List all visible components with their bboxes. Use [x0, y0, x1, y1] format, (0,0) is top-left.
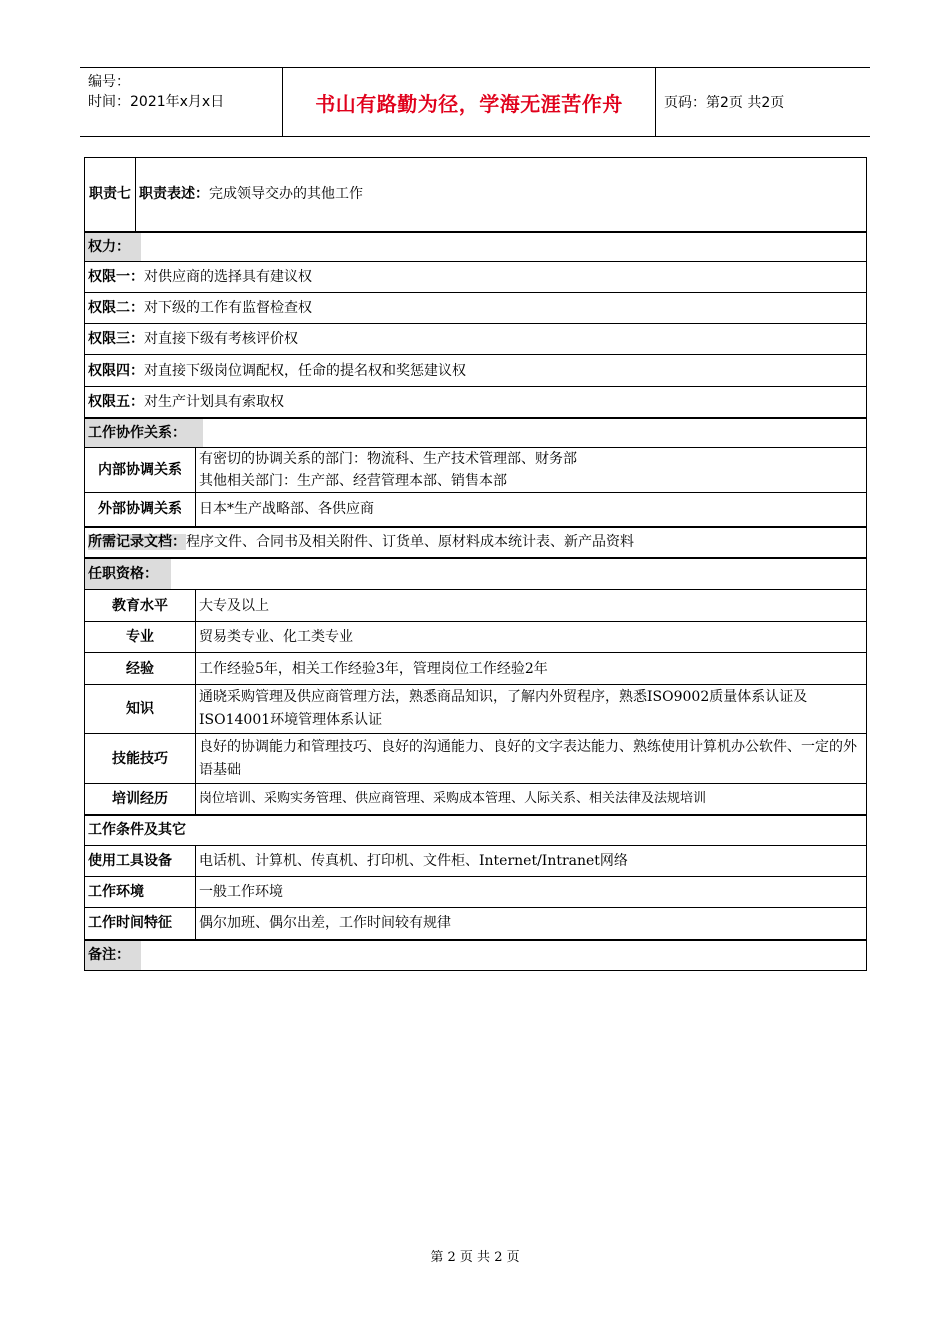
authority-cell: [85, 355, 867, 387]
authority-title: 权力：: [85, 232, 867, 262]
conditions-text: 一般工作环境: [196, 877, 867, 908]
qualification-row: [85, 622, 867, 653]
internal-coop-line: 有密切的协调关系的部门：物流科、生产技术管理部、财务部: [199, 451, 577, 467]
external-coop-row: [85, 493, 867, 527]
qualification-text: 贸易类专业、化工类专业: [196, 622, 867, 653]
qualification-title-row: [85, 558, 867, 590]
qualification-row: [85, 653, 867, 685]
conditions-text: 偶尔加班、偶尔出差，工作时间较有规律: [196, 908, 867, 940]
date-label: 时间：2021年x月x日: [88, 94, 225, 110]
conditions-label: 工作环境: [85, 877, 196, 908]
authority-text: 对下级的工作有监督检查权: [144, 300, 312, 316]
remarks-row: [85, 940, 867, 971]
authority-cell: [85, 293, 867, 324]
authority-cell: [85, 324, 867, 355]
authority-text: 对供应商的选择具有建议权: [144, 269, 312, 285]
number-label: 编号：: [88, 74, 130, 90]
records-cell: [85, 527, 867, 558]
qualification-row: [85, 784, 867, 815]
duty7-desc: 完成领导交办的其他工作: [209, 186, 363, 203]
authority-label: 权限五：: [88, 393, 144, 410]
authority-text: 对直接下级岗位调配权，任命的提名权和奖惩建议权: [144, 362, 466, 379]
qualification-label: 专业: [85, 622, 196, 653]
qualification-text: 大专及以上: [196, 590, 867, 622]
records-label: 所需记录文档：: [88, 534, 186, 550]
conditions-row: [85, 908, 867, 940]
records-text: 程序文件、合同书及相关附件、订货单、原材料成本统计表、新产品资料: [186, 534, 634, 550]
authority-title-row: [85, 232, 867, 262]
external-coop-text: 日本*生产战略部、各供应商: [196, 493, 867, 527]
qualification-label: 经验: [85, 653, 196, 685]
cooperation-title-row: [85, 418, 867, 448]
internal-coop-label: 内部协调关系: [85, 448, 196, 493]
qualification-label: 培训经历: [85, 784, 196, 815]
authority-row: [85, 262, 867, 293]
qualification-label: 教育水平: [85, 590, 196, 622]
internal-coop-line: 其他相关部门：生产部、经营管理本部、销售本部: [199, 473, 507, 489]
authority-label: 权限一：: [88, 269, 144, 285]
qualification-text: 通晓采购管理及供应商管理方法，熟悉商品知识，了解内外贸程序，熟悉ISO9002质量体系认证及ISO14001环境管理体系认证: [196, 685, 867, 734]
duty7-label: 职责七: [85, 158, 136, 232]
cooperation-title: 工作协作关系：: [85, 418, 867, 448]
internal-coop-cell: [196, 448, 867, 493]
remarks-label: 备注：: [85, 940, 867, 971]
authority-text: 对生产计划具有索取权: [144, 393, 284, 410]
conditions-text: 电话机、计算机、传真机、打印机、文件柜、Internet/Intranet网络: [196, 846, 867, 877]
qualification-label: 知识: [85, 685, 196, 734]
conditions-title: 工作条件及其它: [85, 815, 867, 846]
qualification-row: [85, 734, 867, 784]
authority-label: 权限四：: [88, 362, 144, 379]
header-left: [80, 68, 283, 136]
qualification-text: 良好的协调能力和管理技巧、良好的沟通能力、良好的文字表达能力、熟练使用计算机办公软件、一定的外语基础: [196, 734, 867, 784]
duty7-desc-cell: [136, 158, 867, 232]
authority-text: 对直接下级有考核评价权: [144, 331, 298, 347]
qualification-row: [85, 685, 867, 734]
job-description-table: [84, 157, 867, 971]
authority-row: [85, 293, 867, 324]
qualification-text: 工作经验5年，相关工作经验3年，管理岗位工作经验2年: [196, 653, 867, 685]
authority-cell: [85, 262, 867, 293]
conditions-title-row: [85, 815, 867, 846]
duty7-row: [85, 158, 867, 232]
authority-label: 权限三：: [88, 331, 144, 347]
page-footer: 第 2 页 共 2 页: [430, 1250, 520, 1265]
qualification-text: 岗位培训、采购实务管理、供应商管理、采购成本管理、人际关系、相关法律及法规培训: [196, 784, 867, 815]
conditions-label: 使用工具设备: [85, 846, 196, 877]
authority-cell: [85, 387, 867, 418]
conditions-row: [85, 877, 867, 908]
authority-row: [85, 324, 867, 355]
qualification-label: 技能技巧: [85, 734, 196, 784]
external-coop-label: 外部协调关系: [85, 493, 196, 527]
duty7-desc-label: 职责表述：: [139, 186, 209, 203]
qualification-row: [85, 590, 867, 622]
header-motto: 书山有路勤为径，学海无涯苦作舟: [283, 68, 656, 136]
authority-label: 权限二：: [88, 300, 144, 316]
qualification-title: 任职资格：: [85, 558, 867, 590]
conditions-label: 工作时间特征: [85, 908, 196, 940]
header-page: 页码：第2页 共2页: [664, 95, 785, 111]
records-row: [85, 527, 867, 558]
authority-row: [85, 355, 867, 387]
authority-row: [85, 387, 867, 418]
page-header: [80, 67, 870, 137]
conditions-row: [85, 846, 867, 877]
internal-coop-row: [85, 448, 867, 493]
